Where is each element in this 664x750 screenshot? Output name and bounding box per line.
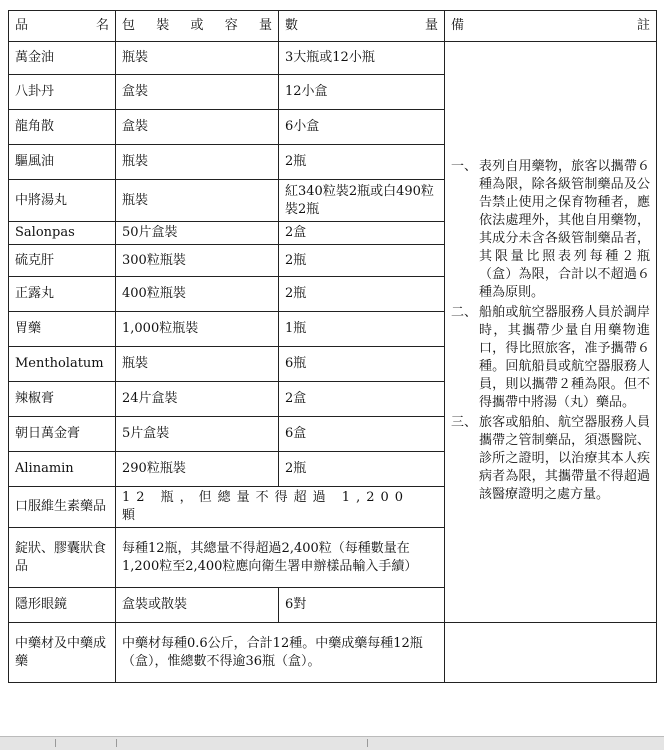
item-name: Salonpas (9, 222, 116, 245)
item-quantity: 6小盒 (279, 110, 445, 145)
item-quantity: 12小盒 (279, 75, 445, 110)
item-quantity: 6瓶 (279, 347, 445, 382)
item-package: 盒裝 (116, 75, 279, 110)
header-row (9, 11, 657, 42)
header-name: 品 名 (9, 11, 116, 42)
item-package: 盒裝 (116, 110, 279, 145)
header-quantity: 數 量 (279, 11, 445, 42)
item-name: Alinamin (9, 452, 116, 487)
item-name: 龍角散 (9, 110, 116, 145)
item-name: 錠狀、膠囊狀食品 (9, 528, 116, 588)
note-item: 三、 旅客或船舶、航空器服務人員攜帶之管制藥品，須憑醫院、診所之證明，以治療其本人疾病者為限，其攜帶量不得超過該醫療證明之處方量。 (451, 415, 650, 502)
item-quantity: 2瓶 (279, 277, 445, 312)
item-quantity: 2瓶 (279, 452, 445, 487)
item-name: 中將湯丸 (9, 180, 116, 222)
item-detail: 每種12瓶，其總量不得超過2,400粒（每種數量在1,200粒至2,400粒應向衛生署申辦樣品輸入手續） (116, 528, 445, 588)
item-name: 口服維生素藥品 (9, 487, 116, 528)
item-quantity: 紅340粒裝2瓶或白490粒裝2瓶 (279, 180, 445, 222)
item-quantity: 1瓶 (279, 312, 445, 347)
bar-segment (56, 739, 117, 747)
item-package: 50片盒裝 (116, 222, 279, 245)
item-name: 中藥材及中藥成藥 (9, 623, 116, 683)
notes-cell (445, 42, 657, 623)
bar-segment (117, 739, 368, 747)
item-package: 290粒瓶裝 (116, 452, 279, 487)
medicine-allowance-table (8, 10, 657, 683)
note-item: 一、 表列自用藥物，旅客以攜帶６種為限，除各級管制藥品及公告禁止使用之保育物種者，應依法處理外，其他自用藥物，其成分未含各級管制藥品者，其限量比照表列每種２瓶（盒）為限，合計以不超過６種為原則。 (451, 159, 650, 300)
item-name: 辣椒膏 (9, 382, 116, 417)
header-package: 包 裝 或 容 量 (116, 11, 279, 42)
item-detail: 12 瓶，但總量不得超過 1,200 顆 (116, 487, 445, 528)
item-name: 萬金油 (9, 42, 116, 75)
note-item: 二、 船舶或航空器服務人員於調岸時，其攜帶少量自用藥物進口，得比照旅客，准予攜帶６種。回航船員或航空器服務人員，則以攜帶２種為限。但不得攜帶中將湯（丸）藥品。 (451, 305, 650, 410)
item-quantity: 6對 (279, 588, 445, 623)
item-quantity: 3大瓶或12小瓶 (279, 42, 445, 75)
item-package: 1,000粒瓶裝 (116, 312, 279, 347)
item-quantity: 2盒 (279, 222, 445, 245)
item-name: 隱形眼鏡 (9, 588, 116, 623)
item-quantity: 2瓶 (279, 145, 445, 180)
item-package: 24片盒裝 (116, 382, 279, 417)
item-package: 瓶裝 (116, 42, 279, 75)
table-row (9, 42, 657, 75)
item-detail: 中藥材每種0.6公斤，合計12種。中藥成藥每種12瓶（盒），惟總數不得逾36瓶（盒）。 (116, 623, 445, 683)
item-quantity: 6盒 (279, 417, 445, 452)
item-name: 八卦丹 (9, 75, 116, 110)
bar-segment (0, 739, 56, 747)
item-name: Mentholatum (9, 347, 116, 382)
item-name: 朝日萬金膏 (9, 417, 116, 452)
item-package: 300粒瓶裝 (116, 245, 279, 277)
item-package: 盒裝或散裝 (116, 588, 279, 623)
header-notes: 備 註 (445, 11, 657, 42)
window-bottom-bar (0, 736, 664, 750)
item-name: 驅風油 (9, 145, 116, 180)
empty-notes-cell (445, 623, 657, 683)
item-package: 瓶裝 (116, 347, 279, 382)
item-package: 瓶裝 (116, 180, 279, 222)
item-package: 瓶裝 (116, 145, 279, 180)
table-row (9, 623, 657, 683)
item-package: 400粒瓶裝 (116, 277, 279, 312)
item-name: 硫克肝 (9, 245, 116, 277)
item-package: 5片盒裝 (116, 417, 279, 452)
item-quantity: 2盒 (279, 382, 445, 417)
item-name: 胃藥 (9, 312, 116, 347)
item-name: 正露丸 (9, 277, 116, 312)
item-quantity: 2瓶 (279, 245, 445, 277)
